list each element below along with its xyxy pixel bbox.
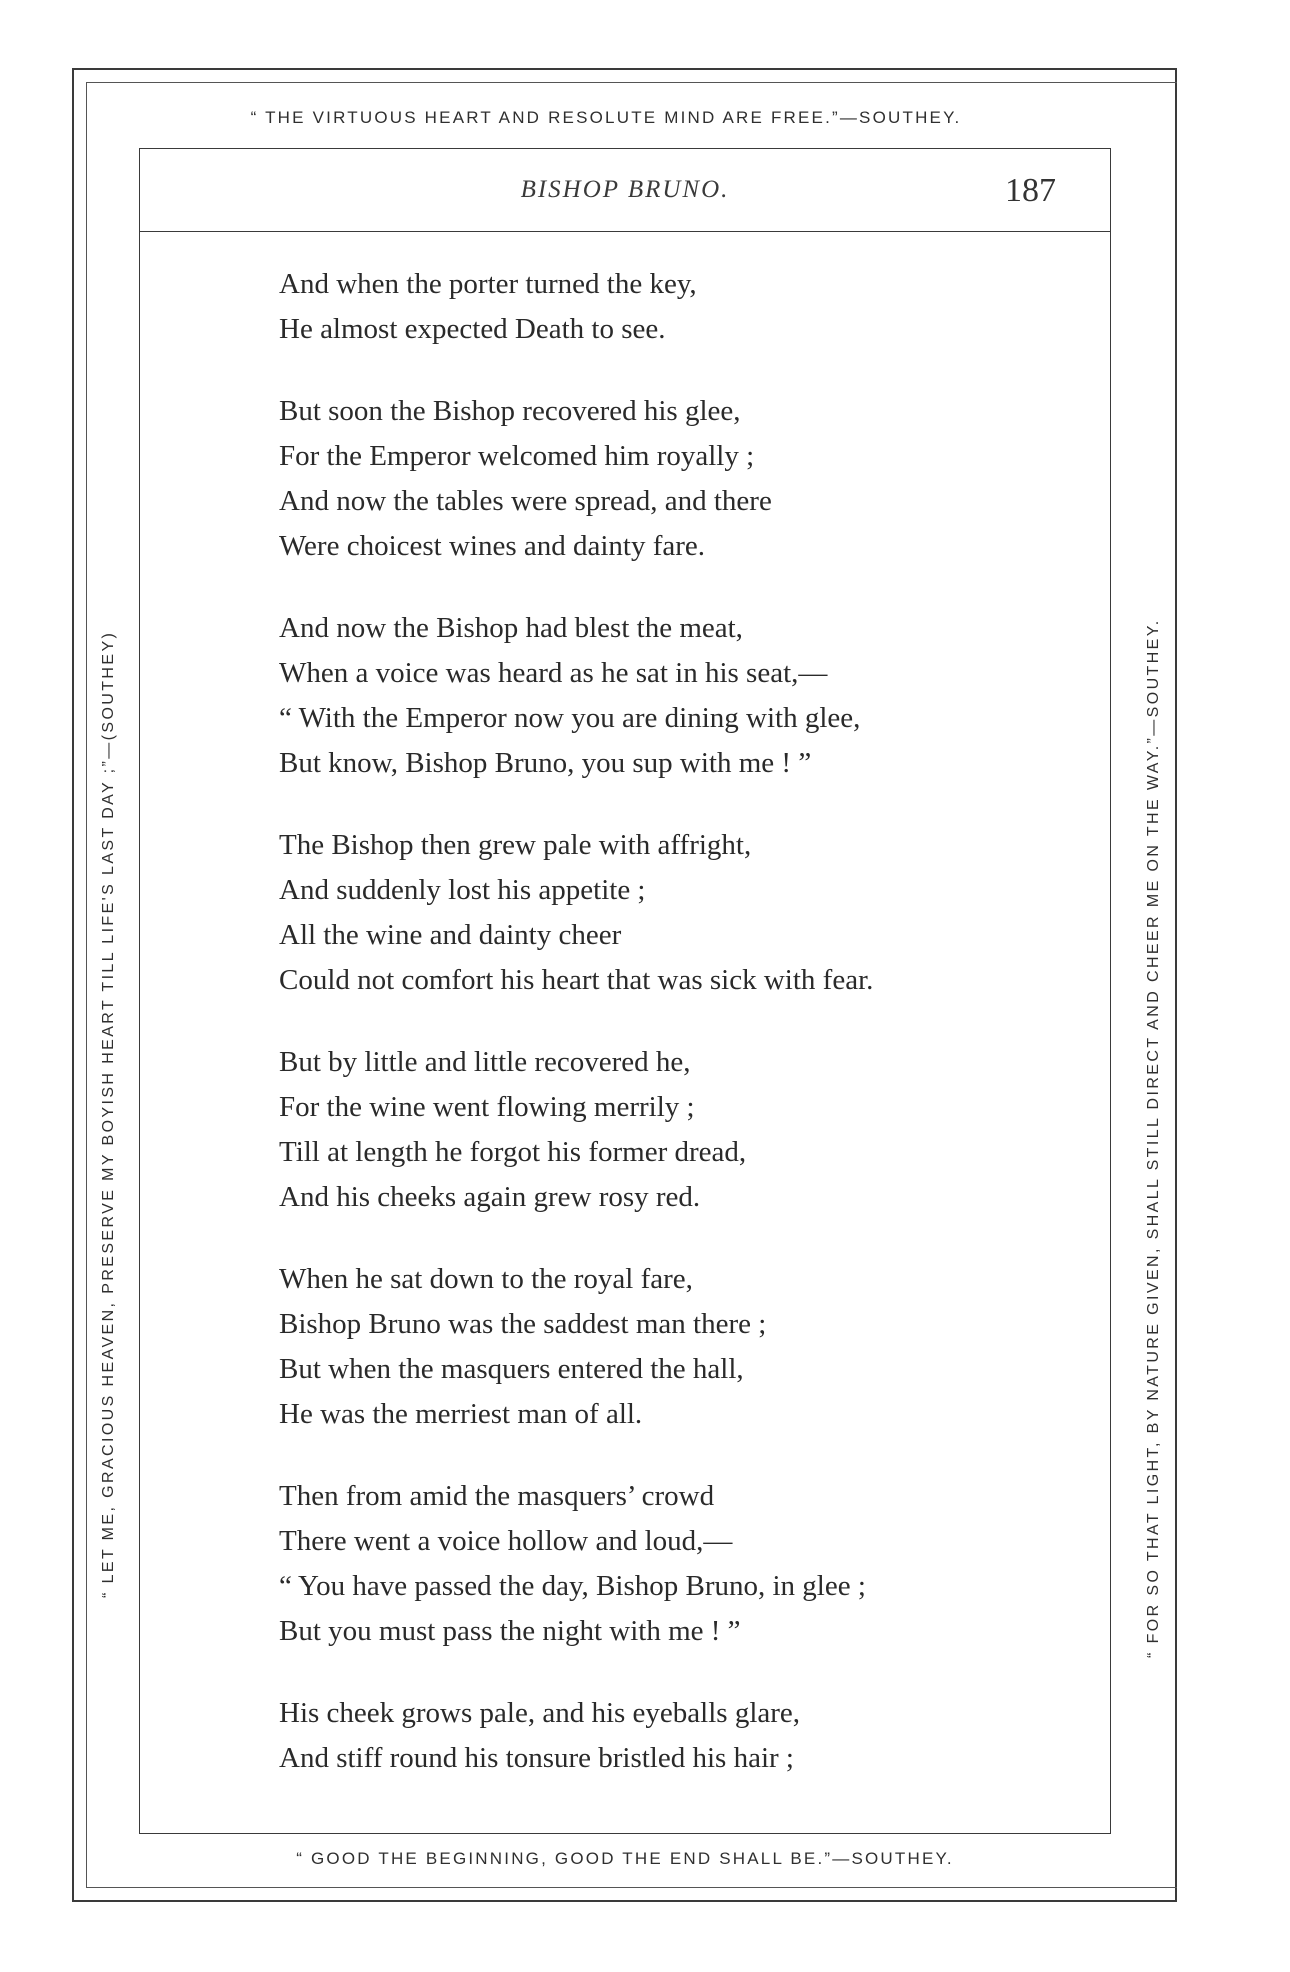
- stanza: [279, 1257, 1079, 1437]
- right-side-motto: “ FOR SO THAT LIGHT, BY NATURE GIVEN, SHALL STILL DIRECT AND CHEER ME ON THE WAY.”—SOUTHEY.: [1145, 618, 1162, 1658]
- poem-line: For the Emperor welcomed him royally ;: [279, 440, 755, 472]
- poem-line: But you must pass the night with me ! ”: [279, 1615, 741, 1647]
- page-number: 187: [1005, 172, 1056, 209]
- poem-line: And now the tables were spread, and there: [279, 485, 772, 517]
- bottom-motto: “ GOOD THE BEGINNING, GOOD THE END SHALL BE.”—SOUTHEY.: [296, 1849, 954, 1868]
- poem-line: Could not comfort his heart that was sick with fear.: [279, 964, 874, 996]
- poem-line: And when the porter turned the key,: [279, 268, 697, 300]
- stanza: [279, 1040, 1079, 1220]
- poem-line: Till at length he forgot his former dread,: [279, 1136, 747, 1168]
- poem-line: He was the merriest man of all.: [279, 1398, 643, 1430]
- header-rule: [139, 231, 1111, 232]
- poem-line: “ You have passed the day, Bishop Bruno, in glee ;: [279, 1570, 866, 1602]
- poem-line: He almost expected Death to see.: [279, 313, 666, 345]
- poem-line: The Bishop then grew pale with affright,: [279, 829, 752, 861]
- poem-line: Were choicest wines and dainty fare.: [279, 530, 706, 562]
- stanza: [279, 823, 1079, 1003]
- poem-line: But know, Bishop Bruno, you sup with me ! ”: [279, 747, 812, 779]
- poem-line: For the wine went flowing merrily ;: [279, 1091, 695, 1123]
- poem-line: And now the Bishop had blest the meat,: [279, 612, 743, 644]
- stanza: [279, 606, 1079, 786]
- poem-line: But when the masquers entered the hall,: [279, 1353, 744, 1385]
- poem-line: And stiff round his tonsure bristled his hair ;: [279, 1742, 794, 1774]
- poem-line: But soon the Bishop recovered his glee,: [279, 395, 741, 427]
- poem-line: His cheek grows pale, and his eyeballs glare,: [279, 1697, 801, 1729]
- poem-line: All the wine and dainty cheer: [279, 919, 622, 951]
- poem-line: There went a voice hollow and loud,—: [279, 1525, 733, 1557]
- stanza: [279, 262, 1079, 352]
- poem-line: But by little and little recovered he,: [279, 1046, 691, 1078]
- left-side-motto: “ LET ME, GRACIOUS HEAVEN, PRESERVE MY BOYISH HEART TILL LIFE'S LAST DAY ;”—(SOUTHEY): [100, 630, 117, 1598]
- poem-line: And suddenly lost his appetite ;: [279, 874, 646, 906]
- running-title: BISHOP BRUNO.: [520, 176, 730, 203]
- poem-line: Then from amid the masquers’ crowd: [279, 1480, 715, 1512]
- poem-line: When a voice was heard as he sat in his seat,—: [279, 657, 828, 689]
- stanza: [279, 389, 1079, 569]
- stanza: [279, 1474, 1079, 1654]
- poem-line: Bishop Bruno was the saddest man there ;: [279, 1308, 767, 1340]
- poem-line: When he sat down to the royal fare,: [279, 1263, 693, 1295]
- stanza: [279, 1691, 1079, 1781]
- poem-body: [279, 262, 1079, 1818]
- poem-line: “ With the Emperor now you are dining with glee,: [279, 702, 861, 734]
- top-motto: “ THE VIRTUOUS HEART AND RESOLUTE MIND ARE FREE.”—SOUTHEY.: [250, 108, 962, 127]
- poem-line: And his cheeks again grew rosy red.: [279, 1181, 701, 1213]
